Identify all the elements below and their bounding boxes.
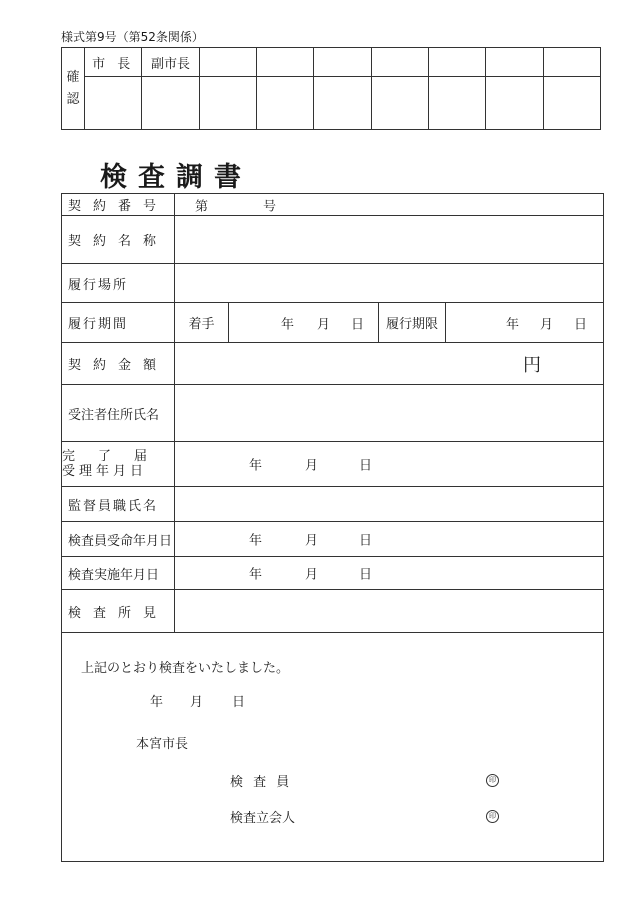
footer (62, 633, 603, 861)
field-deadline-date[interactable] (446, 303, 604, 343)
row-appointment (62, 522, 604, 557)
label-contract-number: 契約番号 (62, 194, 175, 216)
deadline-day: 日 (574, 317, 588, 332)
appoint-year: 年 (249, 533, 263, 549)
contract-no-dai: 第 (195, 199, 209, 214)
footer-cell (62, 633, 604, 862)
row-execution (62, 557, 604, 590)
form-number: 様式第9号（第52条関係） (61, 30, 204, 44)
deadline-month: 月 (540, 317, 554, 332)
row-period (62, 303, 604, 343)
completion-month: 月 (305, 458, 319, 474)
label-place: 履行場所 (62, 264, 175, 303)
stamp-header-mayor: 市 長 (85, 48, 142, 77)
field-contractor[interactable] (175, 385, 604, 442)
stamp-box[interactable] (314, 77, 371, 130)
yen-unit: 円 (523, 354, 541, 376)
label-supervisor: 監督員職氏名 (62, 487, 175, 522)
row-opinion (62, 590, 604, 633)
inspector-label: 検 査 員 (230, 775, 293, 790)
stamp-box-mayor[interactable] (85, 77, 142, 130)
stamp-header-blank (543, 48, 600, 77)
row-footer (62, 633, 604, 862)
seal-icon: 印 (486, 810, 499, 823)
label-deadline: 履行期限 (379, 303, 446, 343)
field-execution-date[interactable] (175, 557, 604, 590)
stamp-box[interactable] (428, 77, 485, 130)
exec-month: 月 (305, 567, 319, 583)
row-contract-number (62, 194, 604, 216)
row-amount (62, 343, 604, 385)
deadline-year: 年 (506, 317, 520, 332)
label-contractor: 受注者住所氏名 (62, 385, 175, 442)
field-contract-number[interactable] (175, 194, 604, 216)
label-amount: 契約金額 (62, 343, 175, 385)
confirmation-table (61, 47, 601, 130)
stamp-header-blank (371, 48, 428, 77)
stamp-header-blank (199, 48, 256, 77)
inspector-seal[interactable] (486, 771, 499, 787)
label-appointment: 検査員受命年月日 (62, 522, 175, 557)
field-appointment-date[interactable] (175, 522, 604, 557)
footer-year: 年 (150, 695, 164, 710)
row-place (62, 264, 604, 303)
appoint-day: 日 (359, 533, 373, 549)
mayor-name: 本宮市長 (136, 737, 189, 752)
completion-year: 年 (249, 458, 263, 474)
field-amount[interactable] (175, 343, 604, 385)
stamp-header-blank (314, 48, 371, 77)
start-day: 日 (351, 317, 365, 332)
field-supervisor[interactable] (175, 487, 604, 522)
completion-day: 日 (359, 458, 373, 474)
label-contract-name: 契約名称 (62, 216, 175, 264)
inspection-table (61, 193, 604, 862)
contract-no-go: 号 (263, 199, 277, 214)
footer-day: 日 (232, 695, 246, 710)
stamp-box-deputy-mayor[interactable] (142, 77, 199, 130)
field-opinion[interactable] (175, 590, 604, 633)
field-place[interactable] (175, 264, 604, 303)
stamp-header-blank (256, 48, 313, 77)
start-month: 月 (317, 317, 331, 332)
field-completion-date[interactable] (175, 442, 604, 487)
exec-day: 日 (359, 567, 373, 583)
field-contract-name[interactable] (175, 216, 604, 264)
confirm-label: 確認 (66, 69, 80, 107)
label-completion: 完了届 受理年月日 (62, 442, 175, 487)
witness-label: 検査立会人 (230, 811, 296, 826)
witness-seal[interactable] (486, 807, 499, 823)
stamp-box[interactable] (371, 77, 428, 130)
stamp-box[interactable] (256, 77, 313, 130)
stamp-box[interactable] (543, 77, 600, 130)
footer-month: 月 (190, 695, 204, 710)
row-supervisor (62, 487, 604, 522)
row-completion (62, 442, 604, 487)
document-title: 検査調書 (100, 162, 252, 193)
stamp-header-blank (428, 48, 485, 77)
label-opinion: 検査所見 (62, 590, 175, 633)
stamp-box[interactable] (486, 77, 543, 130)
exec-year: 年 (249, 567, 263, 583)
field-start-date[interactable] (229, 303, 379, 343)
statement-text: 上記のとおり検査をいたしました。 (81, 661, 290, 676)
row-contract-name (62, 216, 604, 264)
start-year: 年 (281, 317, 295, 332)
label-start: 着手 (175, 303, 229, 343)
stamp-header-blank (486, 48, 543, 77)
stamp-header-deputy-mayor: 副市長 (142, 48, 199, 77)
appoint-month: 月 (305, 533, 319, 549)
label-execution: 検査実施年月日 (62, 557, 175, 590)
label-period: 履行期間 (62, 303, 175, 343)
confirm-label-cell (62, 48, 85, 130)
row-contractor (62, 385, 604, 442)
seal-icon: 印 (486, 774, 499, 787)
stamp-box[interactable] (199, 77, 256, 130)
